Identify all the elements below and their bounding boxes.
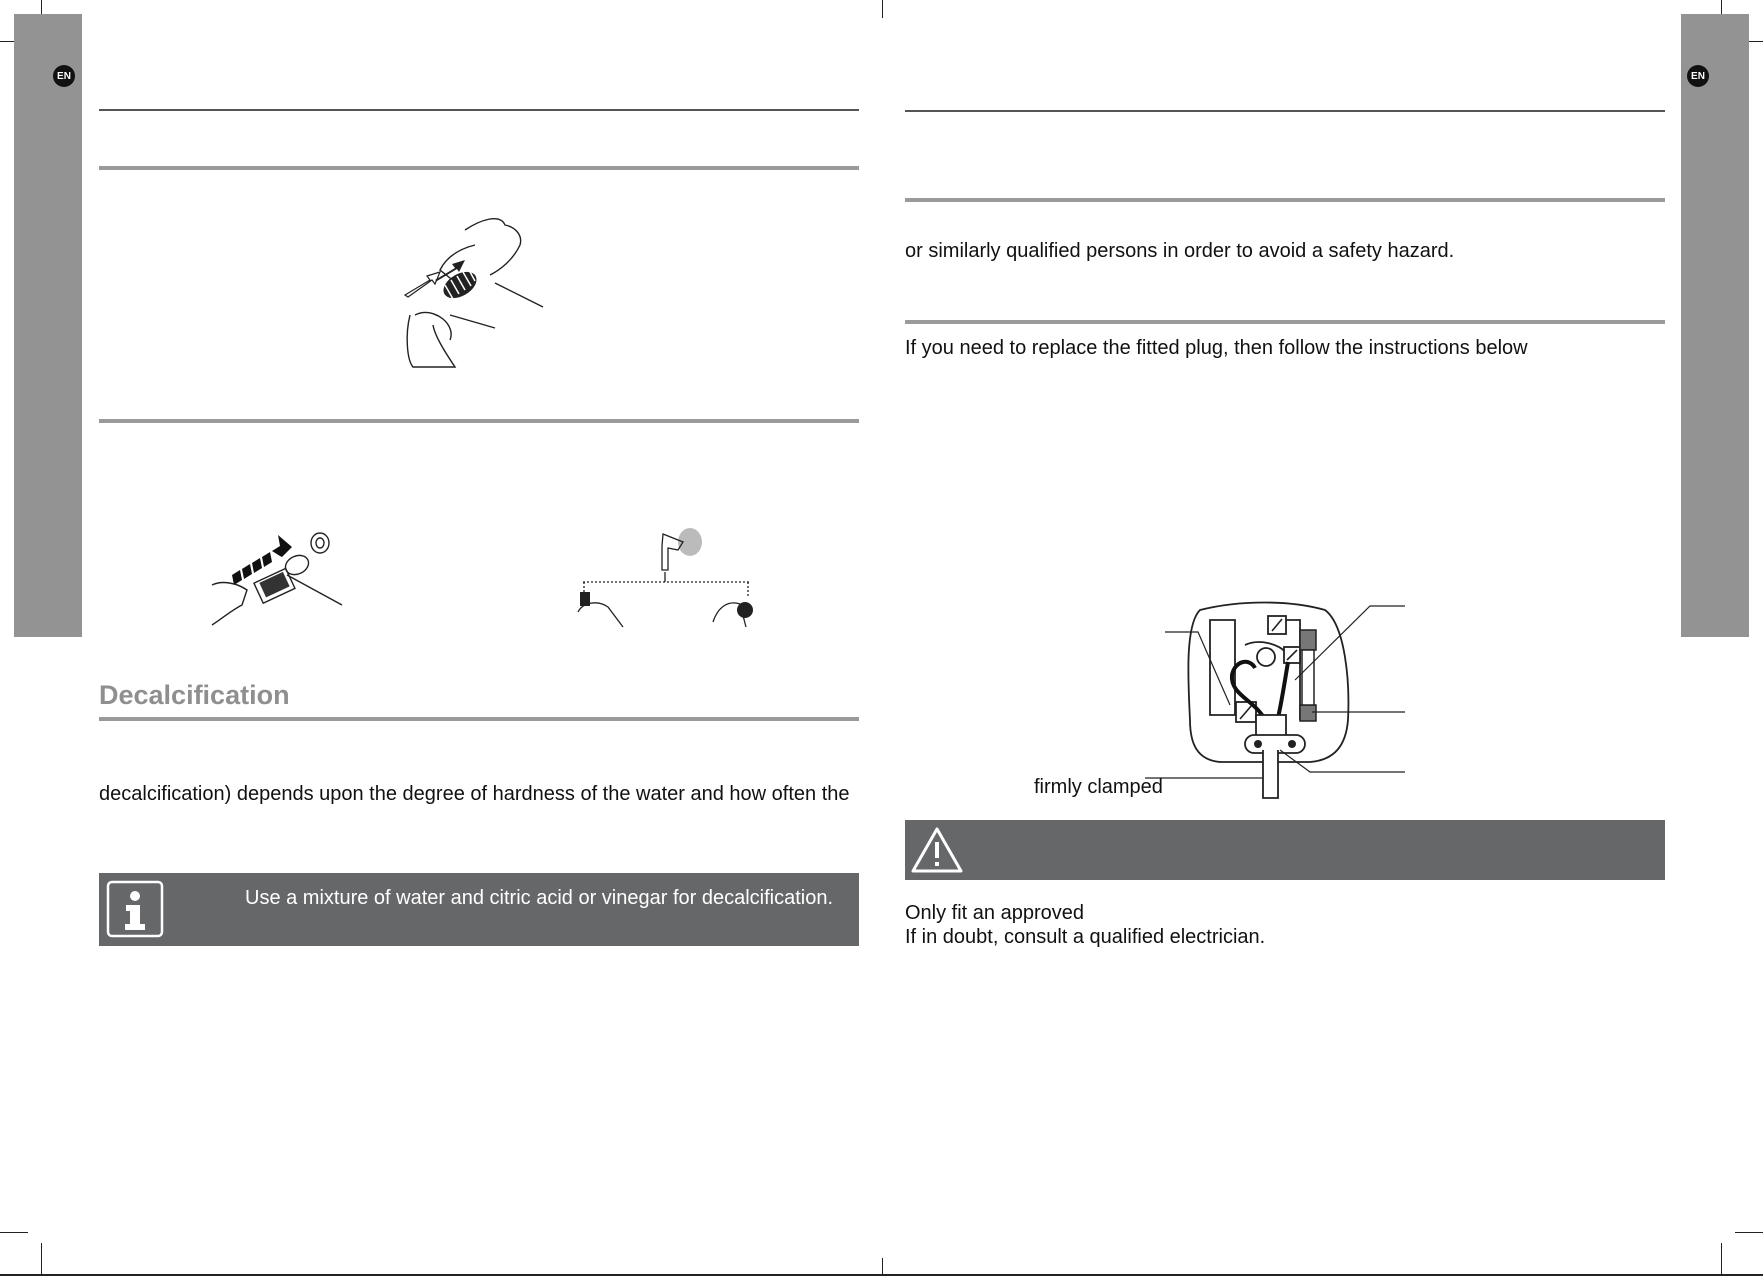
crop-mark [41, 1243, 42, 1276]
crop-mark [0, 1232, 28, 1233]
tap-filter-illustration [578, 522, 758, 632]
warning-line-1: Only fit an approved [905, 902, 1084, 924]
language-badge-left: EN [53, 65, 75, 87]
filter-cleaning-illustration [395, 215, 555, 370]
crop-mark [882, 0, 883, 18]
top-rule [905, 110, 1665, 112]
plug-wiring-diagram [1170, 600, 1405, 798]
warning-box [905, 820, 1665, 880]
right-side-tab [1681, 14, 1749, 637]
section-rule [99, 166, 859, 170]
crop-mark [1721, 1243, 1722, 1276]
info-icon [106, 880, 164, 938]
replace-plug-text: If you need to replace the fitted plug, then follow the instructions below [905, 337, 1528, 359]
decalcification-paragraph: decalcification) depends upon the degree of hardness of the water and how often the [99, 783, 850, 805]
safety-hazard-text: or similarly qualified persons in order to avoid a safety hazard. [905, 240, 1455, 262]
info-note-text: Use a mixture of water and citric acid or vinegar for decalcification. [245, 887, 834, 909]
inlet-filter-illustration [212, 525, 352, 630]
crop-mark [1735, 1232, 1763, 1233]
firmly-clamped-label: firmly clamped [1034, 776, 1163, 798]
section-rule [99, 419, 859, 423]
section-rule [905, 198, 1665, 202]
warning-line-2: If in doubt, consult a qualified electrician. [905, 926, 1266, 948]
section-rule [905, 320, 1665, 324]
warning-icon [910, 826, 964, 874]
top-rule [99, 109, 859, 111]
heading-rule [99, 717, 859, 721]
left-side-tab [14, 14, 82, 637]
decalcification-heading: Decalcification [99, 680, 290, 710]
language-badge-right: EN [1687, 65, 1709, 87]
